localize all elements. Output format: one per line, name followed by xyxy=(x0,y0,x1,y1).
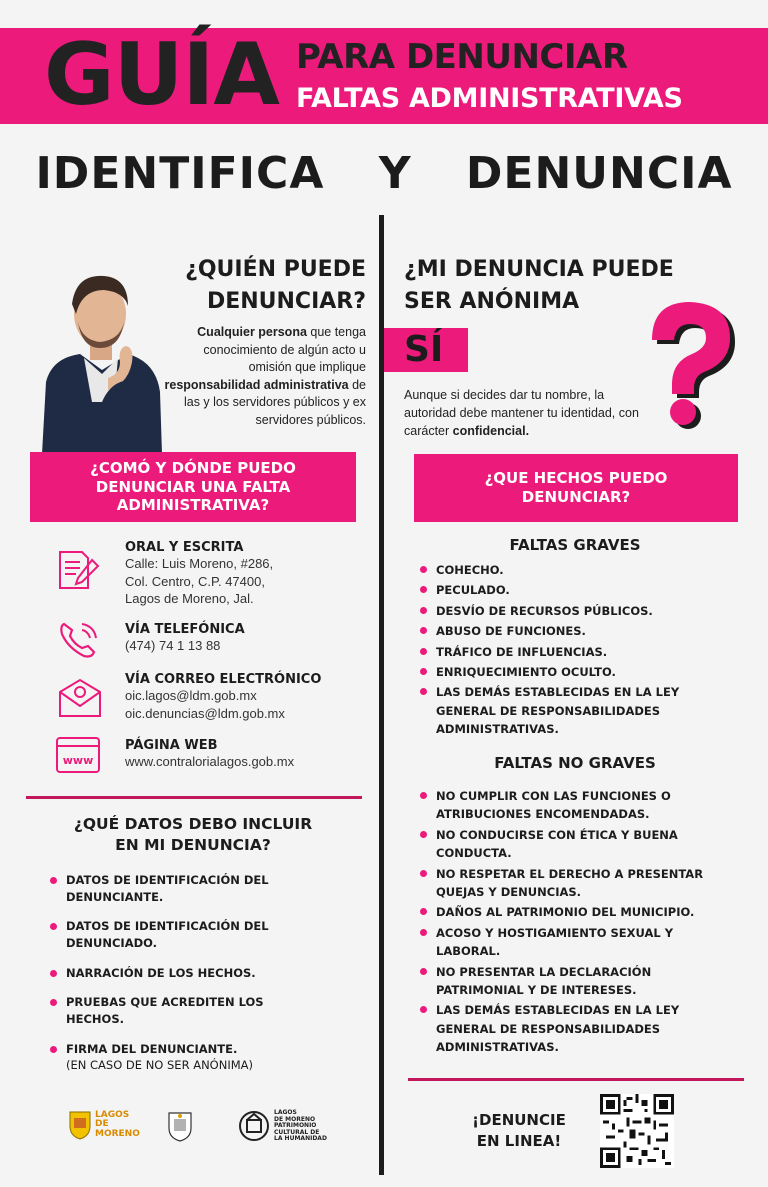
denuncie-line1: ¡DENUNCIE xyxy=(472,1111,566,1129)
datos-item-text: DATOS DE IDENTIFICACIÓN DEL DENUNCIADO. xyxy=(66,919,269,951)
contact-telefono-number: (474) 74 1 13 88 xyxy=(125,638,221,653)
como-box xyxy=(30,452,356,522)
contact-web-title: PÁGINA WEB xyxy=(125,738,218,753)
anonima-text xyxy=(404,386,654,440)
datos-item xyxy=(50,918,290,951)
quien-bold1: Cualquier persona xyxy=(197,325,307,339)
no-graves-item: NO PRESENTAR LA DECLARACIÓN PATRIMONIAL Y DE INTERESES. xyxy=(420,963,716,1000)
quien-heading-line2: DENUNCIAR? xyxy=(206,288,366,314)
shield-icon xyxy=(68,1110,92,1140)
lagos-logo-text: LAGOS DE MORENO xyxy=(95,1109,140,1139)
denuncie-line2: EN LINEA! xyxy=(476,1132,562,1150)
contact-telefono xyxy=(125,622,245,655)
graves-item: DESVÍO DE RECURSOS PÚBLICOS. xyxy=(420,602,700,620)
datos-item-text: PRUEBAS QUE ACREDITEN LOS HECHOS. xyxy=(66,995,264,1027)
header-guia: GUÍA xyxy=(44,25,279,125)
qr-code[interactable] xyxy=(600,1094,674,1168)
no-graves-item: NO CUMPLIR CON LAS FUNCIONES O ATRIBUCIONES ENCOMENDADAS. xyxy=(420,787,716,824)
graves-item: PECULADO. xyxy=(420,581,700,599)
patrimonio-line5: LA HUMANIDAD xyxy=(274,1135,327,1143)
datos-item-text: NARRACIÓN DE LOS HECHOS. xyxy=(66,965,256,980)
graves-heading: FALTAS GRAVES xyxy=(509,536,641,554)
patrimonio-line3: PATRIMONIO xyxy=(274,1122,317,1130)
document-pen-icon xyxy=(54,548,102,590)
contact-correo-email2: oic.denuncias@ldm.gob.mx xyxy=(125,705,285,721)
contact-oral-title: ORAL Y ESCRITA xyxy=(125,540,244,555)
datos-item-subtext: (EN CASO DE NO SER ANÓNIMA) xyxy=(66,1058,254,1073)
contact-oral-line2: Col. Centro, C.P. 47400, xyxy=(125,573,265,589)
no-graves-list xyxy=(420,787,716,1058)
municipal-seal-icon xyxy=(166,1110,194,1142)
graves-item: ABUSO DE FUNCIONES. xyxy=(420,622,700,640)
patrimonio-text xyxy=(274,1110,327,1143)
datos-item xyxy=(50,872,290,905)
contact-correo-title: VÍA CORREO ELECTRÓNICO xyxy=(125,672,322,687)
contact-oral-line1: Calle: Luis Moreno, #286, xyxy=(125,556,274,571)
left-divider xyxy=(26,796,362,799)
como-line3: ADMINISTRATIVA? xyxy=(116,496,270,515)
phone-icon xyxy=(56,618,104,660)
anonima-heading-line1: ¿MI DENUNCIA PUEDE xyxy=(404,257,674,282)
web-icon xyxy=(54,734,102,776)
graves-item: LAS DEMÁS ESTABLECIDAS EN LA LEY GENERAL DE RESPONSABILIDADES ADMINISTRATIVAS. xyxy=(420,683,700,738)
quien-heading xyxy=(160,254,366,318)
datos-heading-line2: EN MI DENUNCIA? xyxy=(115,835,271,854)
datos-item xyxy=(50,994,290,1027)
quien-bold2: responsabilidad administrativa xyxy=(164,377,349,392)
contact-correo xyxy=(125,672,321,722)
quien-part2: de las y los servidores públicos y ex servidores públicos. xyxy=(183,377,366,427)
header-line2: FALTAS ADMINISTRATIVAS xyxy=(296,83,683,114)
contact-correo-email1: oic.lagos@ldm.gob.mx xyxy=(125,688,257,703)
datos-item xyxy=(50,1041,290,1074)
anonima-bold: confidencial. xyxy=(452,424,530,439)
graves-list xyxy=(420,561,700,741)
patrimonio-line2: DE MORENO xyxy=(274,1115,316,1123)
datos-heading-line1: ¿QUÉ DATOS DEBO INCLUIR xyxy=(73,815,313,833)
hechos-line2: DENUNCIAR? xyxy=(521,488,631,506)
right-divider xyxy=(408,1078,744,1081)
contact-web xyxy=(125,738,294,771)
contact-telefono-title: VÍA TELEFÓNICA xyxy=(125,622,245,637)
quien-heading-line1: ¿QUIÉN PUEDE xyxy=(185,257,366,282)
quien-part1: que tenga conocimiento de algún acto u omisión que implique xyxy=(203,325,366,374)
patrimonio-line1: LAGOS xyxy=(274,1109,297,1116)
patrimonio-line4: CULTURAL DE xyxy=(274,1128,320,1136)
no-graves-item: NO CONDUCIRSE CON ÉTICA Y BUENA CONDUCTA. xyxy=(420,826,716,863)
hechos-box xyxy=(414,454,738,522)
como-line2: DENUNCIAR UNA FALTA xyxy=(95,477,291,496)
contact-web-url: www.contralorialagos.gob.mx xyxy=(125,754,295,769)
datos-item-text: DATOS DE IDENTIFICACIÓN DEL DENUNCIANTE. xyxy=(66,873,269,904)
thinking-man-illustration xyxy=(32,262,162,454)
quien-text xyxy=(160,324,366,429)
email-icon xyxy=(56,676,104,718)
contact-oral xyxy=(125,540,273,608)
graves-item: ENRIQUECIMIENTO OCULTO. xyxy=(420,663,700,681)
svg-text:www: www xyxy=(62,754,94,767)
como-line1: ¿COMÓ Y DÓNDE PUEDO xyxy=(90,458,296,477)
hechos-line1: ¿QUE HECHOS PUEDO xyxy=(484,468,668,487)
datos-item xyxy=(50,965,290,982)
no-graves-item: ACOSO Y HOSTIGAMIENTO SEXUAL Y LABORAL. xyxy=(420,924,716,961)
graves-item: TRÁFICO DE INFLUENCIAS. xyxy=(420,643,700,661)
denuncie-cta xyxy=(464,1110,574,1152)
datos-list xyxy=(50,872,290,1087)
no-graves-heading: FALTAS NO GRAVES xyxy=(494,754,656,772)
datos-item-text: FIRMA DEL DENUNCIANTE. xyxy=(66,1041,238,1056)
patrimonio-logo xyxy=(238,1110,327,1143)
anonima-part1: Aunque si decides dar tu nombre, la autoridad debe mantener tu identidad, con carácter xyxy=(404,388,639,439)
anonima-heading-line2: SER ANÓNIMA xyxy=(404,288,580,314)
question-mark-icon xyxy=(630,292,740,432)
si-answer: SÍ xyxy=(404,329,444,370)
graves-item: COHECHO. xyxy=(420,561,700,579)
no-graves-item: NO RESPETAR EL DERECHO A PRESENTAR QUEJAS Y DENUNCIAS. xyxy=(420,865,716,902)
lagos-logo xyxy=(68,1110,141,1140)
contact-oral-line3: Lagos de Moreno, Jal. xyxy=(125,591,254,607)
no-graves-item: LAS DEMÁS ESTABLECIDAS EN LA LEY GENERAL DE RESPONSABILIDADES ADMINISTRATIVAS. xyxy=(420,1001,716,1056)
datos-heading xyxy=(30,814,356,856)
header-line1: PARA DENUNCIAR xyxy=(296,37,628,77)
subtitle: IDENTIFICA Y DENUNCIA xyxy=(35,148,733,199)
unesco-heritage-icon xyxy=(238,1110,270,1142)
no-graves-item: DAÑOS AL PATRIMONIO DEL MUNICIPIO. xyxy=(420,903,716,921)
